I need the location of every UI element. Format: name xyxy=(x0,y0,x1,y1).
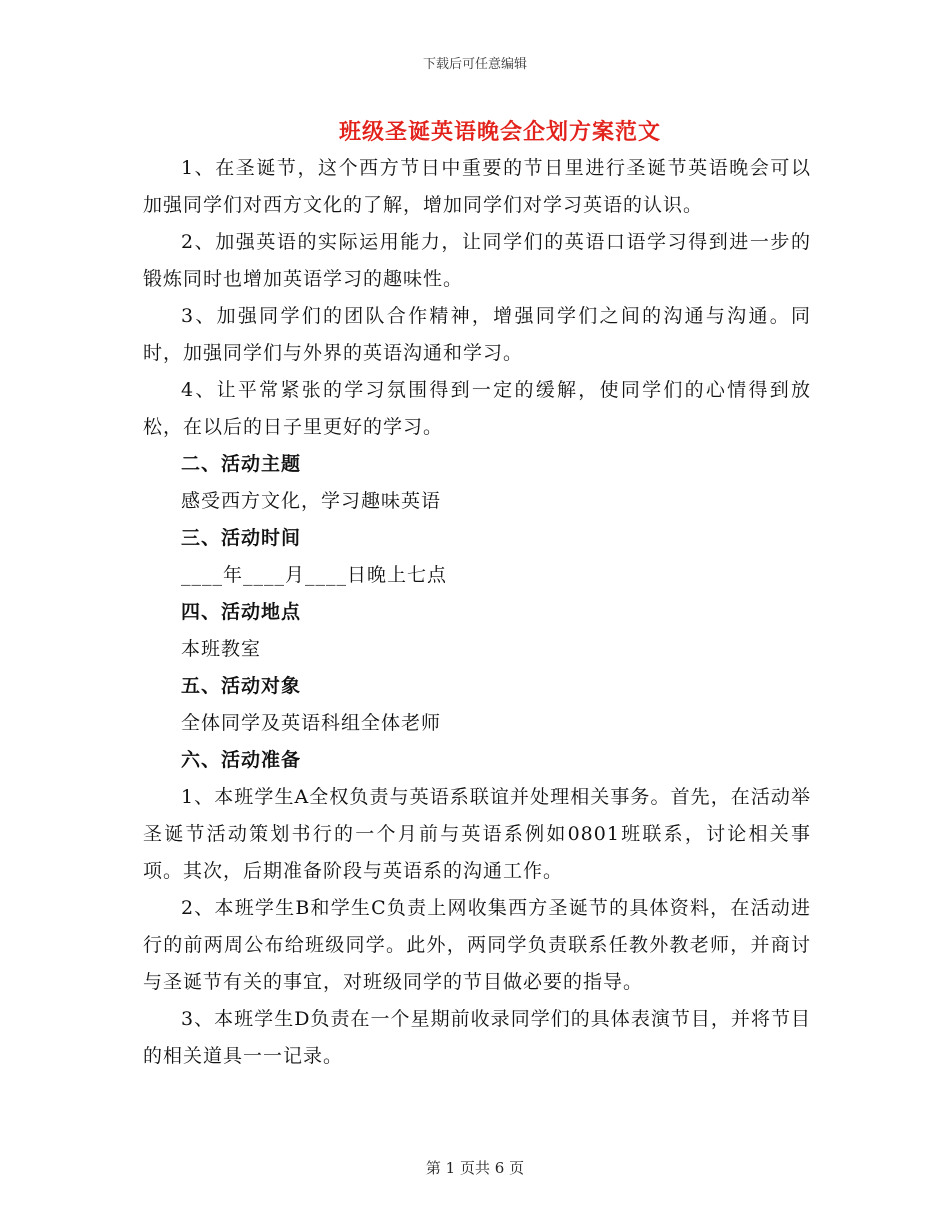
document-body xyxy=(143,150,811,1075)
document-title: 班级圣诞英语晚会企划方案范文 xyxy=(338,119,661,145)
objective-paragraph: 3、加强同学们的团队合作精神，增强同学们之间的沟通与沟通。同时，加强同学们与外界的英语沟通和学习。 xyxy=(143,305,811,364)
header-note: 下载后可任意编辑 xyxy=(422,57,527,72)
preparation-paragraph: 1、本班学生A全权负责与英语系联谊并处理相关事务。首先，在活动举圣诞节活动策划书行的一个月前与英语系例如0801班联系，讨论相关事项。其次，后期准备阶段与英语系的沟通工作。 xyxy=(143,786,811,882)
preparation-paragraph: 3、本班学生D负责在一个星期前收录同学们的具体表演节目，并将节目的相关道具一一记录。 xyxy=(143,1008,811,1067)
objective-paragraph: 4、让平常紧张的学习氛围得到一定的缓解，使同学们的心情得到放松，在以后的日子里更好的学习。 xyxy=(143,379,811,438)
page-number: 第 1 页共 6 页 xyxy=(425,1159,525,1177)
section-heading-location: 四、活动地点 xyxy=(181,601,302,623)
objective-paragraph: 2、加强英语的实际运用能力，让同学们的英语口语学习得到进一步的锻炼同时也增加英语学习的趣味性。 xyxy=(143,231,811,290)
section-text-time: ____年____月____日晚上七点 xyxy=(181,564,448,586)
objective-paragraph: 1、在圣诞节，这个西方节日中重要的节日里进行圣诞节英语晚会可以加强同学们对西方文化的了解，增加同学们对学习英语的认识。 xyxy=(143,157,811,216)
section-text-location: 本班教室 xyxy=(181,638,262,660)
section-text-theme: 感受西方文化，学习趣味英语 xyxy=(181,490,442,512)
section-heading-preparation: 六、活动准备 xyxy=(181,749,302,771)
section-text-audience: 全体同学及英语科组全体老师 xyxy=(181,712,442,734)
section-heading-audience: 五、活动对象 xyxy=(181,675,302,697)
section-heading-time: 三、活动时间 xyxy=(181,527,302,549)
section-heading-theme: 二、活动主题 xyxy=(181,453,302,475)
preparation-paragraph: 2、本班学生B和学生C负责上网收集西方圣诞节的具体资料，在活动进行的前两周公布给班级同学。此外，两同学负责联系任教外教老师，并商讨与圣诞节有关的事宜，对班级同学的节目做必要的指导。 xyxy=(143,897,811,993)
